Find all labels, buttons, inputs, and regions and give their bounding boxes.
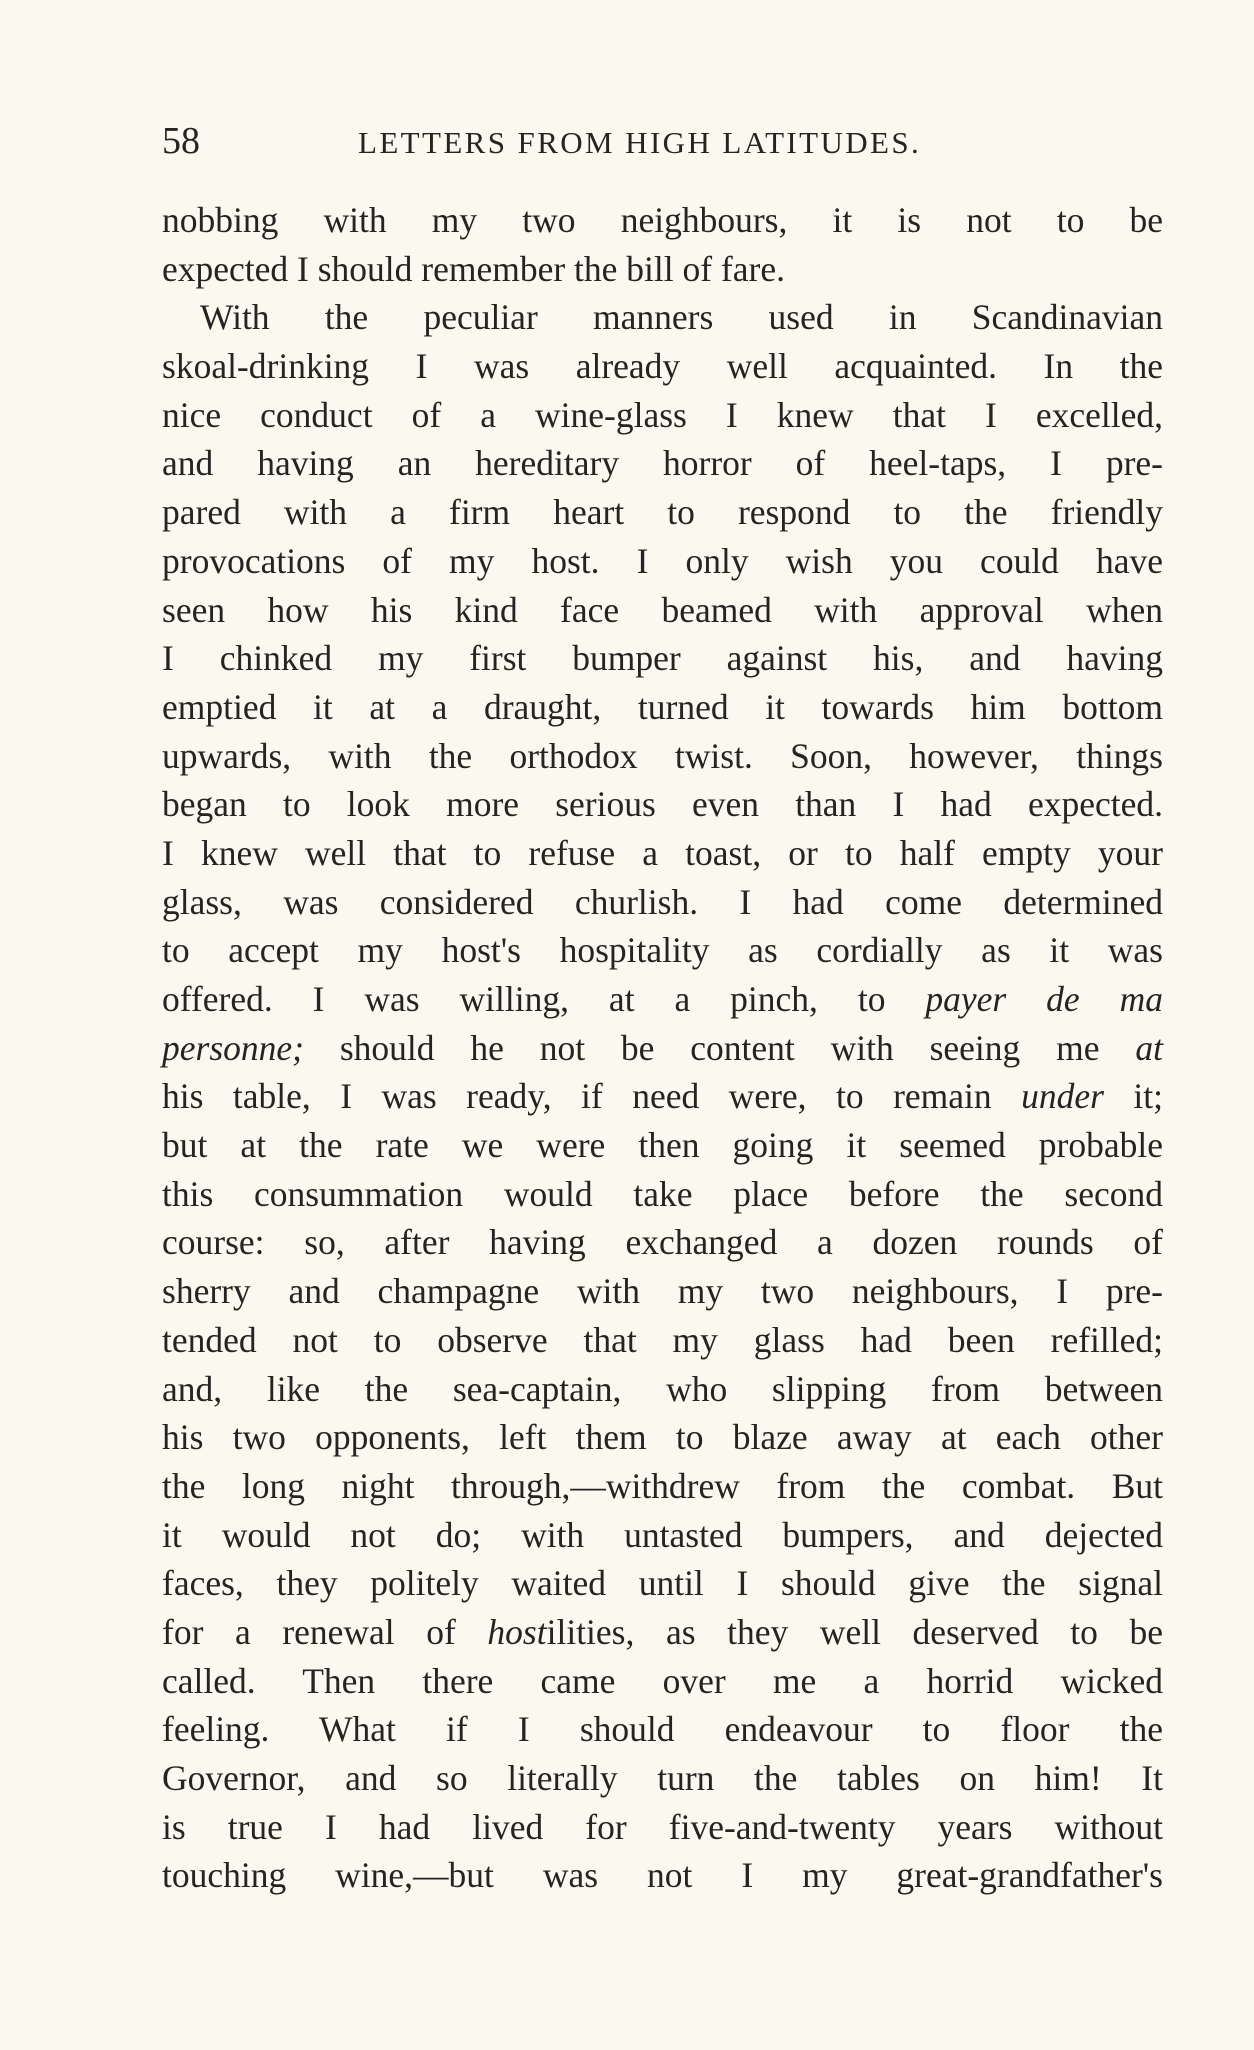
- text-line: emptied it at a draught, turned it towards him bottom: [162, 686, 1163, 727]
- italic-run: payer de ma: [925, 979, 1163, 1019]
- text-line: pared with a firm heart to respond to the friendly: [162, 492, 1163, 533]
- text-line: With the peculiar manners used in Scandinavian: [200, 297, 1163, 338]
- text-line: his two opponents, left them to blaze away at each other: [162, 1417, 1163, 1458]
- text-line: feeling. What if I should endeavour to floor the: [162, 1709, 1163, 1750]
- text-line: [162, 1024, 1163, 1073]
- text-run: it;: [1103, 1076, 1163, 1117]
- italic-run: host: [487, 1611, 547, 1652]
- page-header: [162, 116, 1163, 166]
- text-line: I chinked my first bumper against his, and having: [162, 638, 1163, 679]
- text-line: skoal-drinking I was already well acquainted. In the: [162, 346, 1163, 387]
- text-line: [162, 1608, 1163, 1657]
- text-run: should he not be content with seeing me: [303, 1027, 1136, 1068]
- text-line: Governor, and so literally turn the tables on him! It: [162, 1758, 1163, 1798]
- text-line: sherry and champagne with my two neighbours, I pre-: [162, 1271, 1163, 1312]
- text-line: expected I should remember the bill of fare.: [162, 248, 785, 289]
- text-line: faces, they politely waited until I should give the signal: [162, 1563, 1163, 1604]
- text-line: touching wine,—but was not I my great-grandfather's: [162, 1855, 1163, 1896]
- text-line: [162, 975, 1163, 1024]
- italic-run: at: [1135, 1027, 1163, 1068]
- text-line: to accept my host's hospitality as cordially as it was: [162, 930, 1163, 971]
- text-line: glass, was considered churlish. I had come determined: [162, 881, 1163, 922]
- italic-run: personne;: [162, 1027, 304, 1068]
- text-line: and having an hereditary horror of heel-taps, I pre-: [162, 443, 1163, 484]
- text-line: called. Then there came over me a horrid wicked: [162, 1660, 1163, 1701]
- text-line: upwards, with the orthodox twist. Soon, however, things: [162, 735, 1163, 776]
- text-line: and, like the sea-captain, who slipping from between: [162, 1368, 1163, 1409]
- text-line: began to look more serious even than I had expected.: [162, 784, 1163, 825]
- text-line: is true I had lived for five-and-twenty years without: [162, 1806, 1163, 1847]
- text-line: I knew well that to refuse a toast, or to half empty your: [162, 832, 1163, 873]
- text-line: it would not do; with untasted bumpers, and dejected: [162, 1514, 1163, 1555]
- body-text: [162, 196, 1163, 1900]
- text-run: ilities, as they well deserved to be: [546, 1611, 1163, 1652]
- text-line: course: so, after having exchanged a dozen rounds of: [162, 1222, 1163, 1263]
- text-line: the long night through,—withdrew from the combat. But: [162, 1465, 1163, 1506]
- text-run: offered. I was willing, at a pinch, to: [162, 979, 926, 1019]
- text-line: nice conduct of a wine-glass I knew that I excelled,: [162, 394, 1163, 435]
- text-run: his table, I was ready, if need were, to remain: [162, 1076, 1022, 1117]
- text-line: this consummation would take place before the second: [162, 1173, 1163, 1214]
- text-line: seen how his kind face beamed with approval when: [162, 589, 1163, 630]
- italic-run: under: [1021, 1076, 1104, 1117]
- text-line: nobbing with my two neighbours, it is not to be: [162, 200, 1163, 240]
- running-head: LETTERS FROM HIGH LATITUDES.: [358, 125, 922, 160]
- page-number: 58: [162, 120, 200, 162]
- text-line: [162, 1072, 1163, 1121]
- text-run: for a renewal of: [162, 1611, 488, 1652]
- text-line: tended not to observe that my glass had been refilled;: [162, 1319, 1163, 1360]
- text-line: provocations of my host. I only wish you could have: [162, 540, 1163, 581]
- text-line: but at the rate we were then going it seemed probable: [162, 1125, 1163, 1166]
